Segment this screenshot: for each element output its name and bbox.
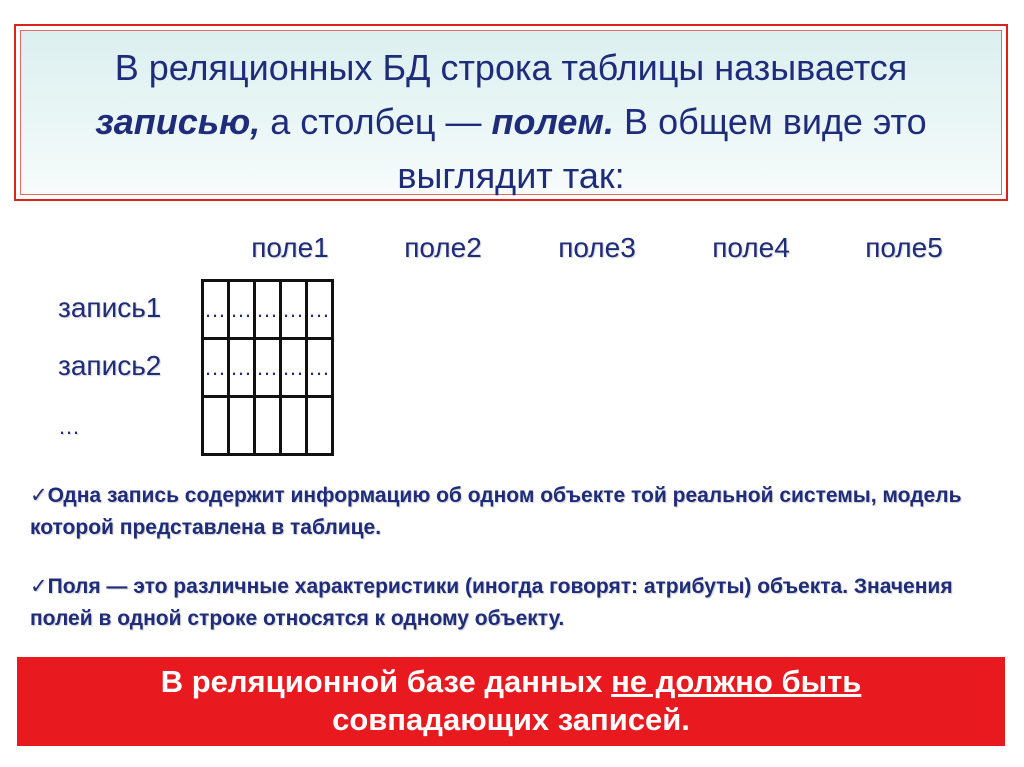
table-cell: … (307, 281, 333, 339)
column-header-1: поле1 (251, 232, 329, 263)
bullet-text: Одна запись содержит информацию об одном объекте той реальной системы, модель которой представлена в таблице. (30, 484, 962, 539)
title-box (14, 24, 1008, 201)
banner-underlined: не должно быть (611, 664, 862, 699)
table-cell: … (281, 281, 307, 339)
table-row (203, 397, 333, 455)
bullet-text: Поля — это различные характеристики (иногда говорят: атрибуты) объекта. Значения полей в одной строке относятся к одному объекту. (30, 575, 953, 630)
table-cell (255, 397, 281, 455)
column-header-4: поле4 (712, 232, 790, 263)
title-bold-field: полем. (491, 101, 615, 142)
table-cell: … (255, 339, 281, 397)
table-cell (281, 397, 307, 455)
title-part1: В реляционных БД строка таблицы называется (114, 47, 908, 88)
table-cell: … (203, 281, 229, 339)
banner-part2: совпадающих записей. (332, 702, 690, 737)
title-part3: В общем виде это выглядит так: (397, 101, 927, 196)
row-header-2: запись2 (58, 350, 162, 381)
table-cell: … (203, 339, 229, 397)
column-header-3: поле3 (558, 232, 636, 263)
bullet-record-definition (30, 480, 990, 544)
table-cell: … (307, 339, 333, 397)
table-row (203, 281, 333, 339)
table-cell (307, 397, 333, 455)
title-text (20, 30, 1002, 195)
table-cell: … (229, 281, 255, 339)
title-bold-record: записью, (95, 101, 261, 142)
table-cell: … (255, 281, 281, 339)
table-row (203, 339, 333, 397)
table-cell: … (229, 339, 255, 397)
row-header-ellipsis: … (58, 414, 80, 439)
column-header-5: поле5 (865, 232, 943, 263)
table-cell (229, 397, 255, 455)
row-header-1: запись1 (58, 292, 162, 323)
table-cell: … (281, 339, 307, 397)
banner-part1: В реляционной базе данных (160, 664, 612, 699)
table-cell (203, 397, 229, 455)
title-part2: а столбец — (260, 101, 492, 142)
checkmark-icon: ✓ (30, 484, 48, 507)
column-header-2: поле2 (404, 232, 482, 263)
checkmark-icon: ✓ (30, 575, 48, 598)
bullet-field-definition (30, 571, 990, 635)
rule-banner (17, 657, 1005, 746)
records-table (201, 279, 334, 456)
